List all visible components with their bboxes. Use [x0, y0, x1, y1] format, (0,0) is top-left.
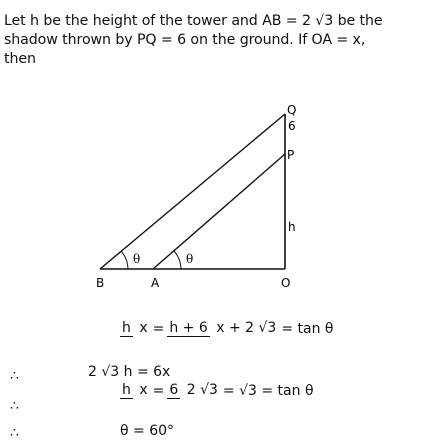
therefore-symbol-2: ∴	[10, 398, 19, 414]
eq1-lhs-denominator: x	[139, 320, 148, 336]
label-theta-B: θ	[133, 252, 141, 266]
eq3-mid-denominator: 2 √3	[186, 382, 218, 398]
eq1-lhs-numerator: h	[122, 320, 131, 336]
label-B: B	[96, 276, 105, 290]
problem-statement	[4, 12, 444, 69]
label-h: h	[288, 220, 296, 234]
therefore-symbol-1: ∴	[10, 368, 19, 384]
eq1-rhs: = tan θ	[281, 320, 334, 337]
angle-arc-A	[174, 251, 181, 269]
eq3-lhs-denominator: x	[139, 382, 148, 398]
therefore-symbol-3: ∴	[10, 425, 19, 441]
equation-3	[120, 382, 314, 399]
statement-line-1: Let h be the height of the tower and AB = 2 √3 be the	[4, 13, 383, 29]
eq3-rhs: = √3 = tan θ	[222, 382, 314, 399]
equals-sign: =	[152, 320, 165, 337]
label-P: P	[287, 148, 295, 162]
line-AP	[153, 154, 285, 269]
eq1-mid-numerator: h + 6	[169, 320, 208, 336]
label-pq-length: 6	[288, 119, 296, 133]
fraction-h-over-x	[120, 320, 150, 337]
statement-line-2: shadow thrown by PQ = 6 on the ground. If OA = x,	[4, 32, 366, 48]
fraction-6-over-2sqrt3	[167, 382, 220, 399]
eq2-text: 2 √3 h = 6x	[88, 364, 171, 380]
label-Q: Q	[287, 103, 297, 117]
tower-shadow-diagram	[0, 96, 448, 296]
equals-sign: =	[152, 382, 165, 399]
statement-line-3: then	[4, 51, 36, 67]
eq3-lhs-numerator: h	[122, 382, 131, 398]
equation-1	[120, 320, 333, 337]
line-BQ	[100, 114, 285, 269]
label-O: O	[281, 276, 291, 290]
label-theta-A: θ	[186, 252, 194, 266]
label-A: A	[151, 276, 160, 290]
angle-arc-B	[121, 251, 128, 269]
equation-2	[88, 364, 170, 380]
eq4-text: θ = 60°	[120, 423, 175, 439]
fraction-h6-over-x2sqrt3	[167, 320, 278, 337]
eq3-mid-numerator: 6	[169, 382, 179, 398]
equation-4	[120, 423, 174, 439]
fraction-h-over-x-2	[120, 382, 150, 399]
eq1-mid-denominator: x + 2 √3	[216, 320, 277, 336]
